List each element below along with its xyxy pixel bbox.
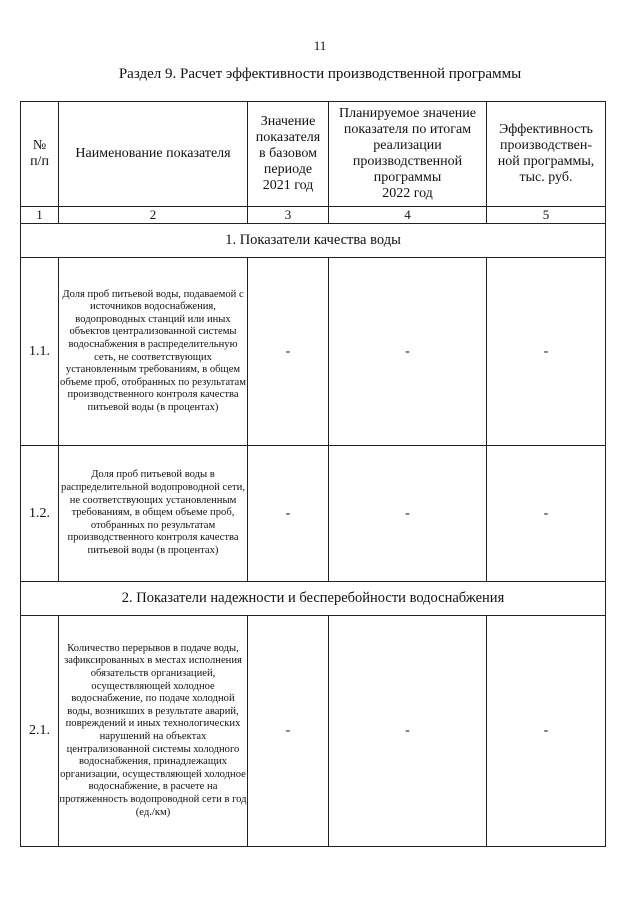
page-number: 11 [313,38,327,53]
planned-value: - [329,258,487,446]
header-row [21,102,606,207]
column-number: 4 [329,207,487,224]
row-number: 1.2. [21,446,59,582]
column-number: 3 [248,207,329,224]
row-number: 2.1. [21,616,59,847]
header-base-value [248,102,329,207]
planned-value: - [329,446,487,582]
column-number: 1 [21,207,59,224]
indicator-name: Доля проб питьевой воды в распределительной водопроводной сети, не соответствующих установленным требованиям, в общем объеме проб, отобранных по результатам производственного контроля качества питьевой воды (в процентах) [59,446,248,582]
header-planned-value-text: Планируемое значение показателя по итогам реализации производственной программы 2022 год [338,106,476,201]
header-indicator-name-text: Наименование показателя [75,146,231,161]
efficiency-value: - [487,258,606,446]
header-efficiency-text: Эффективность производствен- ной программы, тыс. руб. [497,122,595,185]
header-efficiency [487,102,606,207]
base-value: - [248,616,329,847]
base-value: - [248,258,329,446]
table-row [21,616,606,847]
section-row [21,582,606,616]
header-number-text: № п/п [30,138,49,169]
indicator-name: Доля проб питьевой воды, подаваемой с источников водоснабжения, водопроводных станций или иных объектов централизованной системы водоснабжения в распределительную сеть, не соответствующих установленным требованиям, в общем объеме проб, отобранных по результатам производственного контроля качества питьевой воды (в процентах) [59,258,248,446]
indicator-name: Количество перерывов в подаче воды, зафиксированных в местах исполнения обязательств организацией, осуществляющей холодное водоснабжение, по подаче холодной воды, возникших в результате аварий, повреждений и иных технологических нарушений на объектах централизованной системы холодного водоснабжения, принадлежащих организации, осуществляющей холодное водоснабжение, в расчете на протяженность водопроводной сети в год (ед./км) [59,616,248,847]
efficiency-value: - [487,446,606,582]
efficiency-table [20,101,606,847]
header-number [21,102,59,207]
header-indicator-name [59,102,248,207]
table-row [21,446,606,582]
row-number: 1.1. [21,258,59,446]
efficiency-value: - [487,616,606,847]
header-planned-value [329,102,487,207]
section-heading: 1. Показатели качества воды [21,224,606,258]
header-base-value-text: Значение показателя в базовом периоде 2021 год [255,114,321,193]
section-title: Раздел 9. Расчет эффективности производственной программы [118,66,522,82]
column-number: 5 [487,207,606,224]
section-row [21,224,606,258]
table-row [21,258,606,446]
base-value: - [248,446,329,582]
planned-value: - [329,616,487,847]
column-number: 2 [59,207,248,224]
section-heading: 2. Показатели надежности и бесперебойности водоснабжения [21,582,606,616]
column-numbers-row [21,207,606,224]
